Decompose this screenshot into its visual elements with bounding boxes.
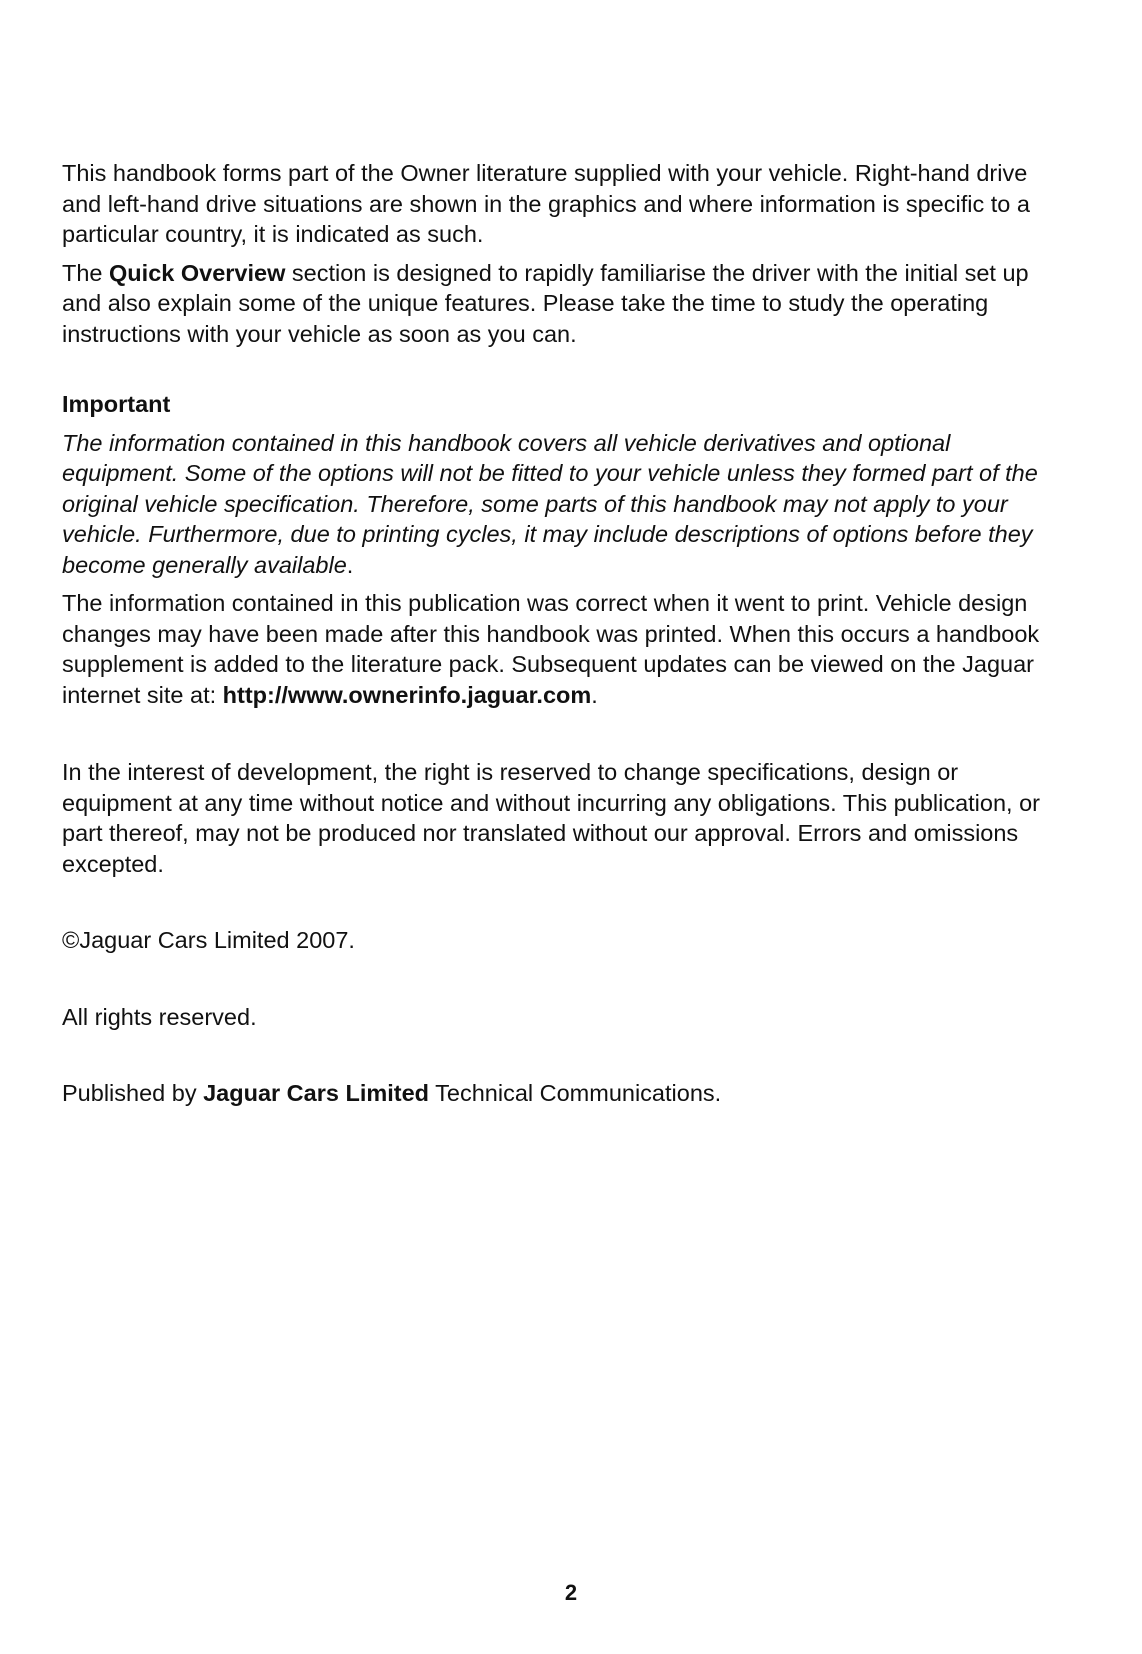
rights-line: All rights reserved.	[62, 1003, 257, 1030]
published-prefix: Published by	[62, 1080, 204, 1106]
publication-paragraph	[62, 588, 1062, 710]
important-heading: Important	[62, 391, 171, 417]
quick-overview-bold: Quick Overview	[109, 259, 286, 286]
quick-overview-prefix: The	[62, 259, 110, 286]
important-italic-text: The information contained in this handbook covers all vehicle derivatives and optional equipment. Some of the options will not be fitted to your vehicle unless they formed part of the original vehicle specification. Therefore, some parts of this handbook may not apply to your vehicle. Furthermore, due to printing cycles, it may include descriptions of options before they become generally available	[62, 429, 1038, 578]
jaguar-url-link[interactable]: http://www.ownerinfo.jaguar.com	[222, 681, 592, 708]
publication-end: .	[591, 681, 598, 708]
intro-paragraph: This handbook forms part of the Owner literature supplied with your vehicle. Right-hand drive and left-hand drive situations are shown in the graphics and where information is specific to a particular country, it is indicated as such.	[62, 160, 1030, 247]
quick-overview-suffix: section is designed to rapidly familiarise the driver with the initial set up and also explain some of the unique features. Please take the time to study the operating instructions with your vehicle as soon as you can.	[62, 259, 1029, 347]
quick-overview-paragraph	[62, 258, 1062, 350]
copyright-line: ©Jaguar Cars Limited 2007.	[62, 927, 355, 953]
page-number: 2	[564, 1580, 578, 1605]
publication-text: The information contained in this publication was correct when it went to print. Vehicle design changes may have been made after this handbook was printed. When this occurs a handbook supplement is added to the literature pack. Subsequent updates can be viewed on the Jaguar internet site at:	[62, 590, 1040, 708]
page-body	[62, 158, 1062, 1109]
published-company: Jaguar Cars Limited	[203, 1080, 430, 1106]
important-end: .	[346, 551, 354, 578]
published-line	[62, 1078, 1062, 1109]
development-paragraph: In the interest of development, the right is reserved to change specifications, design or equipment at any time without notice and without incurring any obligations. This publication, or part thereof, may not be produced nor translated without our approval. Errors and omissions excepted.	[62, 759, 1040, 877]
published-suffix: Technical Communications.	[429, 1080, 722, 1106]
important-paragraph	[62, 428, 1062, 581]
